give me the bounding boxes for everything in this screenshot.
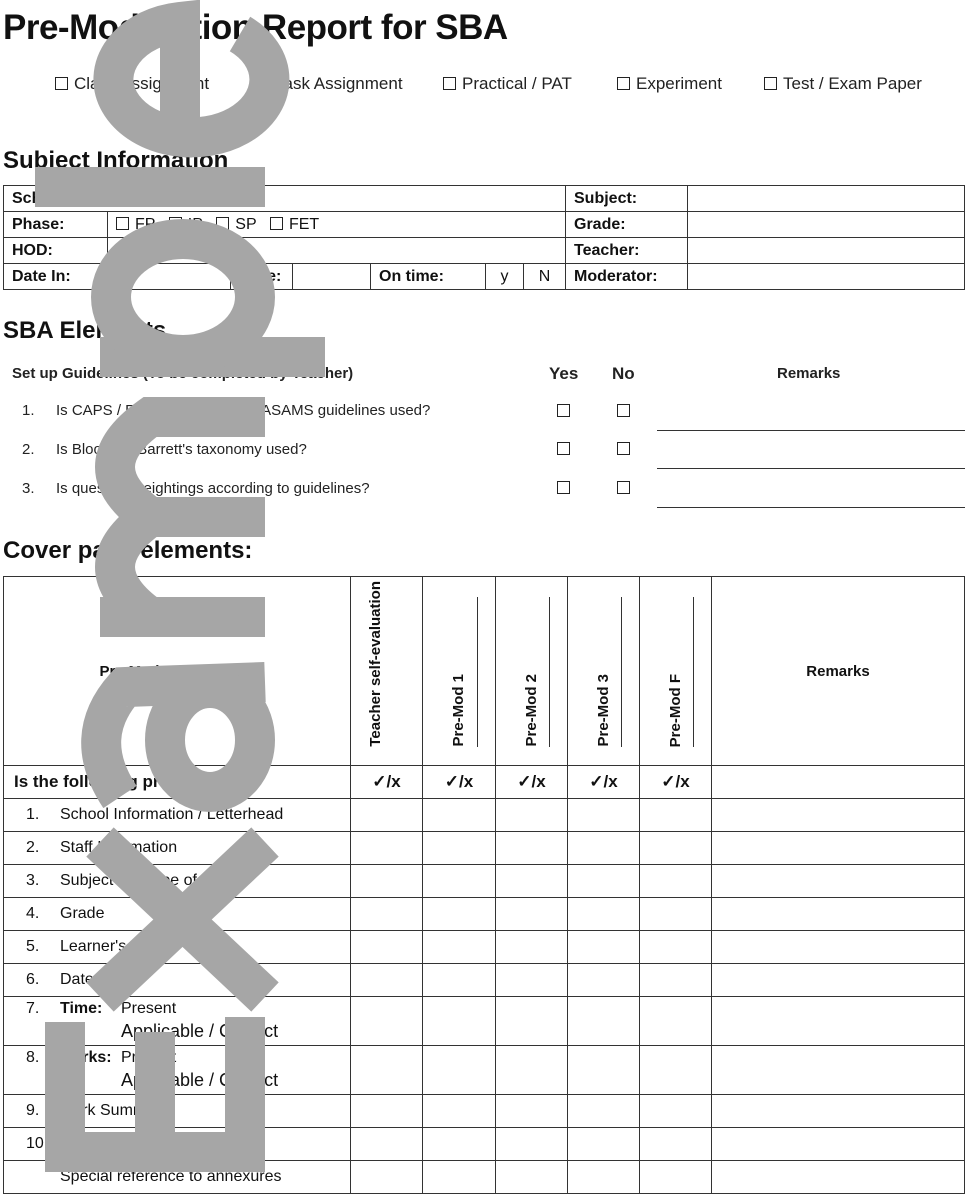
table-row xyxy=(4,997,965,1046)
item-label: 1. School Information / Letterhead xyxy=(4,799,351,832)
item-label: 5. Learner's name xyxy=(4,931,351,964)
column-header: Pre-Mod F xyxy=(640,577,712,766)
subject-info-table xyxy=(3,185,965,290)
check-cell[interactable] xyxy=(351,898,423,931)
cover-heading: Cover page elements: xyxy=(3,537,253,564)
table-row xyxy=(4,898,965,931)
mark-header: ✓/x xyxy=(351,766,423,799)
check-cell[interactable] xyxy=(640,931,712,964)
pre-moderation-dates-label: Pre-Moderation Dates xyxy=(4,577,351,766)
type-option[interactable]: Experiment xyxy=(617,74,722,94)
check-cell[interactable] xyxy=(712,997,965,1046)
phase-option[interactable]: FP xyxy=(116,216,155,233)
check-cell[interactable] xyxy=(712,898,965,931)
item-label: 10. Clear instructions xyxy=(4,1128,351,1161)
item-label: 9. Mark Summary xyxy=(4,1095,351,1128)
moderator-field[interactable] xyxy=(688,264,965,290)
yes-checkbox[interactable] xyxy=(557,481,570,494)
checkbox[interactable] xyxy=(256,77,269,90)
check-cell[interactable] xyxy=(712,799,965,832)
item-label: 2. Staff Information xyxy=(4,832,351,865)
check-cell[interactable] xyxy=(351,964,423,997)
date-in-field[interactable] xyxy=(108,264,231,290)
table-row xyxy=(4,1046,965,1095)
remarks-header: Remarks xyxy=(712,577,965,766)
table-row xyxy=(4,931,965,964)
column-header: Pre-Mod 3 xyxy=(568,577,640,766)
check-cell[interactable] xyxy=(351,865,423,898)
phase-options xyxy=(108,212,566,238)
school-label: School: xyxy=(4,186,566,212)
moderator-label: Moderator: xyxy=(566,264,688,290)
check-cell[interactable] xyxy=(496,964,568,997)
checkbox[interactable] xyxy=(617,77,630,90)
phase-label: Phase: xyxy=(4,212,108,238)
on-time-yes[interactable]: y xyxy=(486,264,524,290)
check-cell[interactable] xyxy=(712,1046,965,1095)
check-cell[interactable] xyxy=(351,931,423,964)
check-cell[interactable] xyxy=(423,1128,496,1161)
mark-header: ✓/x xyxy=(423,766,496,799)
mark-header: ✓/x xyxy=(640,766,712,799)
table-row xyxy=(4,1095,965,1128)
sba-heading: SBA Elements xyxy=(3,317,167,344)
no-checkbox[interactable] xyxy=(617,404,630,417)
check-cell[interactable] xyxy=(568,1095,640,1128)
check-cell[interactable] xyxy=(712,832,965,865)
subject-field[interactable] xyxy=(688,186,965,212)
check-cell[interactable] xyxy=(712,1161,965,1194)
check-cell[interactable] xyxy=(568,832,640,865)
check-cell[interactable] xyxy=(496,931,568,964)
table-row xyxy=(4,832,965,865)
phase-option[interactable]: SP xyxy=(216,216,256,233)
item-label: Special reference to annexures xyxy=(4,1161,351,1194)
table-row xyxy=(4,865,965,898)
present-question: Is the following present? xyxy=(4,766,351,799)
check-cell[interactable] xyxy=(351,799,423,832)
time-label: Time: xyxy=(231,264,293,290)
check-cell[interactable] xyxy=(568,799,640,832)
hod-field[interactable] xyxy=(108,238,566,264)
check-cell[interactable] xyxy=(640,1095,712,1128)
hod-label: HOD: xyxy=(4,238,108,264)
check-cell[interactable] xyxy=(423,865,496,898)
on-time-label: On time: xyxy=(371,264,486,290)
check-cell[interactable] xyxy=(496,1046,568,1095)
check-cell[interactable] xyxy=(568,964,640,997)
check-cell[interactable] xyxy=(640,1161,712,1194)
check-cell[interactable] xyxy=(351,1095,423,1128)
check-cell[interactable] xyxy=(423,1046,496,1095)
check-cell[interactable] xyxy=(351,832,423,865)
check-cell[interactable] xyxy=(640,1046,712,1095)
check-cell[interactable] xyxy=(568,865,640,898)
table-row xyxy=(4,1161,965,1194)
column-header: Pre-Mod 1 xyxy=(423,577,496,766)
grade-label: Grade: xyxy=(566,212,688,238)
type-option[interactable]: Practical / PAT xyxy=(443,74,572,94)
check-cell[interactable] xyxy=(423,898,496,931)
remarks-header: Remarks xyxy=(777,365,841,382)
yes-checkbox[interactable] xyxy=(557,442,570,455)
check-cell[interactable] xyxy=(423,832,496,865)
check-cell[interactable] xyxy=(640,865,712,898)
yes-checkbox[interactable] xyxy=(557,404,570,417)
check-cell[interactable] xyxy=(568,1128,640,1161)
item-label: 6. Date xyxy=(4,964,351,997)
type-option[interactable]: Test / Exam Paper xyxy=(764,74,922,94)
no-header: No xyxy=(612,364,635,383)
check-cell[interactable] xyxy=(423,1161,496,1194)
check-cell[interactable] xyxy=(640,799,712,832)
item-label: 7. Time: Present Applicable / Correct xyxy=(4,997,351,1046)
check-cell[interactable] xyxy=(423,799,496,832)
column-header: Teacher self-evaluation xyxy=(351,577,423,766)
check-cell[interactable] xyxy=(712,931,965,964)
check-cell[interactable] xyxy=(712,964,965,997)
check-cell[interactable] xyxy=(640,997,712,1046)
date-in-label: Date In: xyxy=(4,264,108,290)
check-cell[interactable] xyxy=(351,997,423,1046)
table-row xyxy=(4,1128,965,1161)
check-cell[interactable] xyxy=(351,1046,423,1095)
remarks-line[interactable] xyxy=(657,468,965,469)
check-cell[interactable] xyxy=(640,832,712,865)
page-title: Pre-Moderation Report for SBA xyxy=(3,8,508,47)
check-cell[interactable] xyxy=(496,865,568,898)
item-label: 3. Subject and type of SBA xyxy=(4,865,351,898)
time-field[interactable] xyxy=(293,264,371,290)
remarks-line[interactable] xyxy=(657,507,965,508)
column-header: Pre-Mod 2 xyxy=(496,577,568,766)
phase-option[interactable]: IP xyxy=(169,216,203,233)
checkbox[interactable] xyxy=(55,77,68,90)
yes-header: Yes xyxy=(549,364,579,383)
type-option[interactable]: Task Assignment xyxy=(256,74,403,94)
grade-field[interactable] xyxy=(688,212,965,238)
check-cell[interactable] xyxy=(496,799,568,832)
subject-label: Subject: xyxy=(566,186,688,212)
check-cell[interactable] xyxy=(496,898,568,931)
check-cell[interactable] xyxy=(423,964,496,997)
no-checkbox[interactable] xyxy=(617,442,630,455)
type-option[interactable]: Class Assignment xyxy=(55,74,209,94)
check-cell[interactable] xyxy=(712,865,965,898)
teacher-label: Teacher: xyxy=(566,238,688,264)
checkbox[interactable] xyxy=(443,77,456,90)
check-cell[interactable] xyxy=(640,898,712,931)
on-time-no[interactable]: N xyxy=(524,264,566,290)
check-cell[interactable] xyxy=(423,931,496,964)
check-cell[interactable] xyxy=(568,1046,640,1095)
check-cell[interactable] xyxy=(568,997,640,1046)
check-cell[interactable] xyxy=(712,1128,965,1161)
table-row xyxy=(4,964,965,997)
check-cell[interactable] xyxy=(496,1128,568,1161)
subject-info-heading: Subject Information xyxy=(3,147,229,174)
check-cell[interactable] xyxy=(423,997,496,1046)
check-cell[interactable] xyxy=(496,1095,568,1128)
check-cell[interactable] xyxy=(351,1161,423,1194)
table-row xyxy=(4,799,965,832)
mark-header: ✓/x xyxy=(496,766,568,799)
cover-elements-table xyxy=(3,576,965,1194)
check-cell[interactable] xyxy=(568,898,640,931)
checkbox[interactable] xyxy=(764,77,777,90)
check-cell[interactable] xyxy=(712,1095,965,1128)
teacher-field[interactable] xyxy=(688,238,965,264)
item-label: 8. Marks: Present Applicable / Correct xyxy=(4,1046,351,1095)
check-cell[interactable] xyxy=(351,1128,423,1161)
check-cell[interactable] xyxy=(423,1095,496,1128)
remarks-line[interactable] xyxy=(657,430,965,431)
check-cell[interactable] xyxy=(640,1128,712,1161)
no-checkbox[interactable] xyxy=(617,481,630,494)
setup-guidelines-label: Set up Guidelines (To be completed by Teacher) xyxy=(12,365,354,382)
check-cell[interactable] xyxy=(496,832,568,865)
phase-option[interactable]: FET xyxy=(270,216,319,233)
item-label: 4. Grade xyxy=(4,898,351,931)
check-cell[interactable] xyxy=(568,931,640,964)
mark-header: ✓/x xyxy=(568,766,640,799)
check-cell[interactable] xyxy=(640,964,712,997)
check-cell[interactable] xyxy=(496,997,568,1046)
check-cell[interactable] xyxy=(568,1161,640,1194)
check-cell[interactable] xyxy=(496,1161,568,1194)
